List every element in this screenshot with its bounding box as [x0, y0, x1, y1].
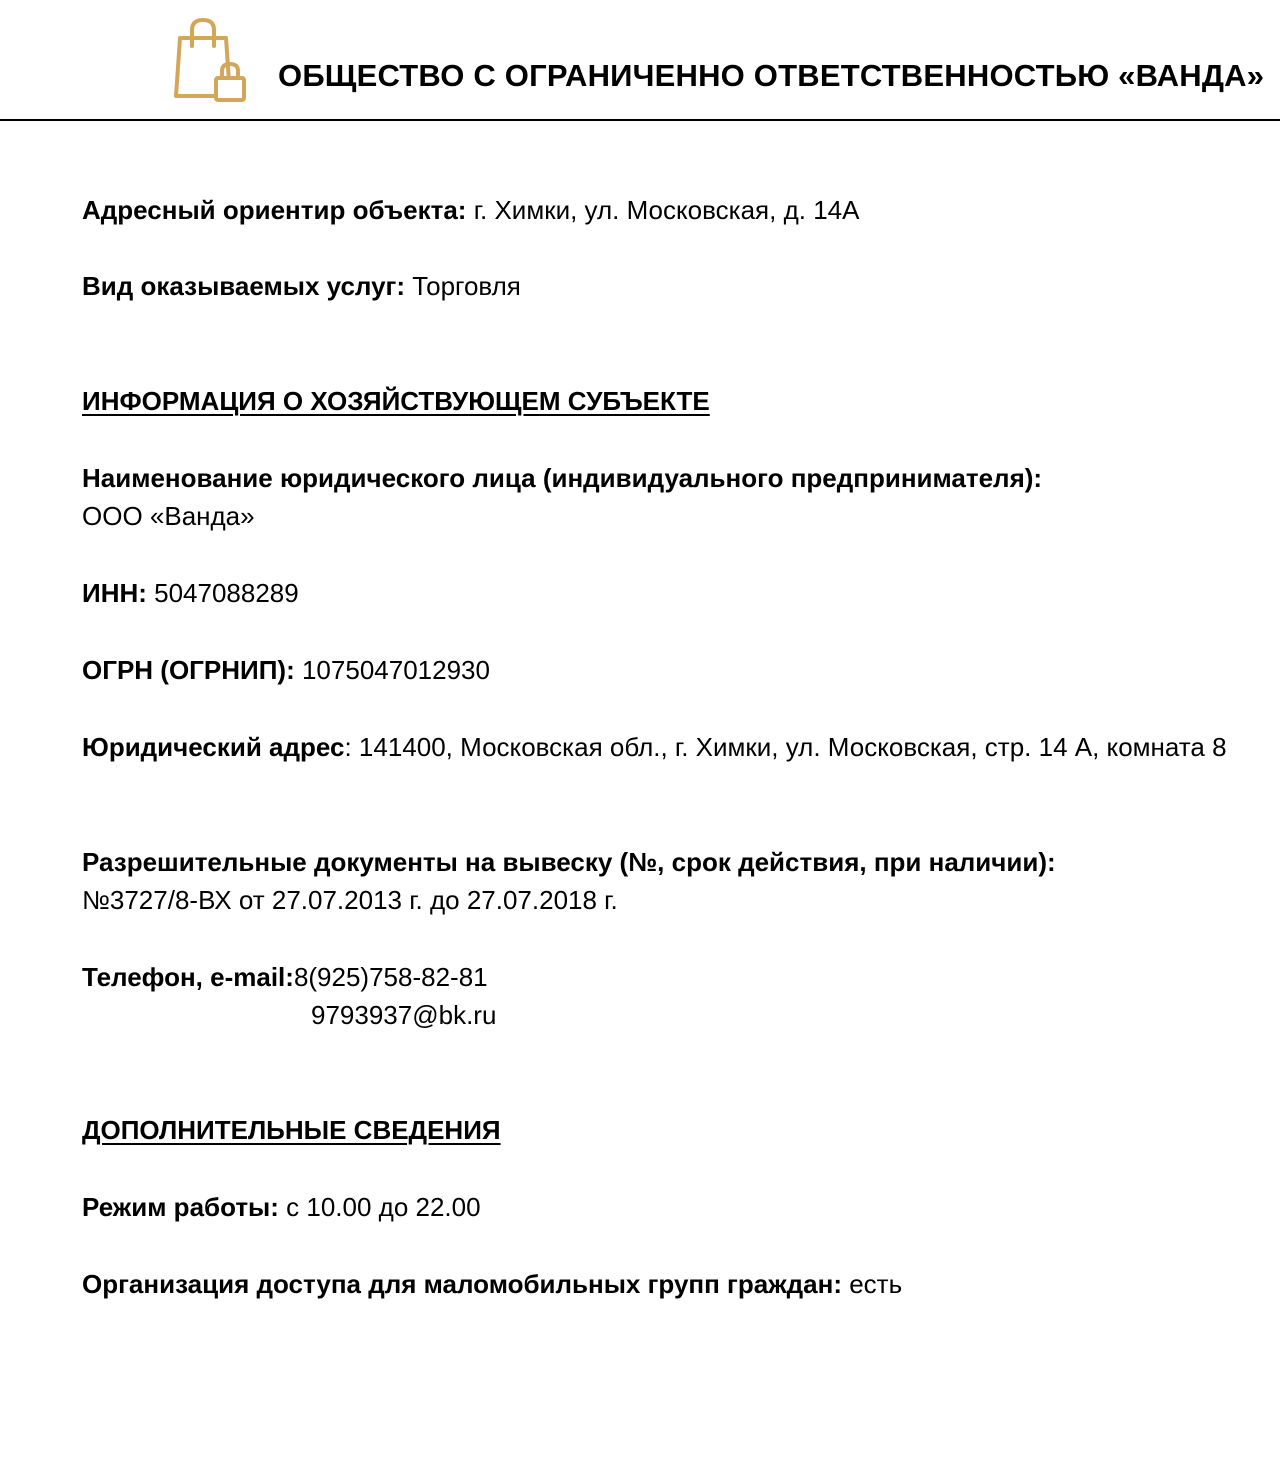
legal-address-row	[82, 728, 1242, 766]
inn-label: ИНН:	[82, 578, 147, 608]
services-row	[82, 267, 1242, 305]
shopping-bag-lock-icon	[168, 16, 252, 106]
entity-name-value: ООО «Ванда»	[82, 501, 255, 531]
inn-value: 5047088289	[146, 578, 299, 608]
object-address-row	[82, 191, 1242, 229]
working-hours-label: Режим работы:	[82, 1192, 279, 1222]
contacts-row	[82, 958, 1242, 996]
legal-address-value: : 141400, Московская обл., г. Химки, ул. Московская, стр. 14 А, комната 8	[344, 732, 1227, 762]
email-value: 9793937@bk.ru	[311, 1000, 497, 1030]
ogrn-row	[82, 651, 1242, 689]
document-header	[0, 0, 1280, 120]
ogrn-value: 1075047012930	[294, 655, 490, 685]
header-divider	[0, 119, 1280, 121]
contacts-label: Телефон, e-mail:	[82, 962, 294, 992]
services-label: Вид оказываемых услуг:	[82, 271, 406, 301]
permits-value: №3727/8-ВХ от 27.07.2013 г. до 27.07.2018 г.	[82, 885, 618, 915]
entity-section-title: ИНФОРМАЦИЯ О ХОЗЯЙСТВУЮЩЕМ СУБЪЕКТЕ	[82, 386, 710, 416]
accessibility-label: Организация доступа для маломобильных групп граждан:	[82, 1269, 842, 1299]
legal-address-label: Юридический адрес	[82, 732, 345, 762]
accessibility-row	[82, 1265, 1242, 1303]
inn-row	[82, 574, 1242, 612]
services-value: Торговля	[405, 271, 521, 301]
accessibility-value: есть	[842, 1269, 903, 1299]
company-title: ОБЩЕСТВО С ОГРАНИЧЕННО ОТВЕТСТВЕННОСТЬЮ «ВАНДА»	[278, 58, 1265, 93]
working-hours-row	[82, 1188, 1242, 1226]
permits-row	[82, 843, 1242, 919]
entity-name-row	[82, 459, 1242, 535]
object-address-label: Адресный ориентир объекта:	[82, 195, 467, 225]
additional-section-title: ДОПОЛНИТЕЛЬНЫЕ СВЕДЕНИЯ	[82, 1115, 501, 1145]
phone-value: 8(925)758-82-81	[293, 962, 488, 992]
permits-label: Разрешительные документы на вывеску (№, срок действия, при наличии):	[82, 847, 1056, 877]
entity-name-label: Наименование юридического лица (индивидуального предпринимателя):	[82, 463, 1043, 493]
working-hours-value: с 10.00 до 22.00	[278, 1192, 481, 1222]
object-address-value: г. Химки, ул. Московская, д. 14А	[466, 195, 860, 225]
ogrn-label: ОГРН (ОГРНИП):	[82, 655, 295, 685]
